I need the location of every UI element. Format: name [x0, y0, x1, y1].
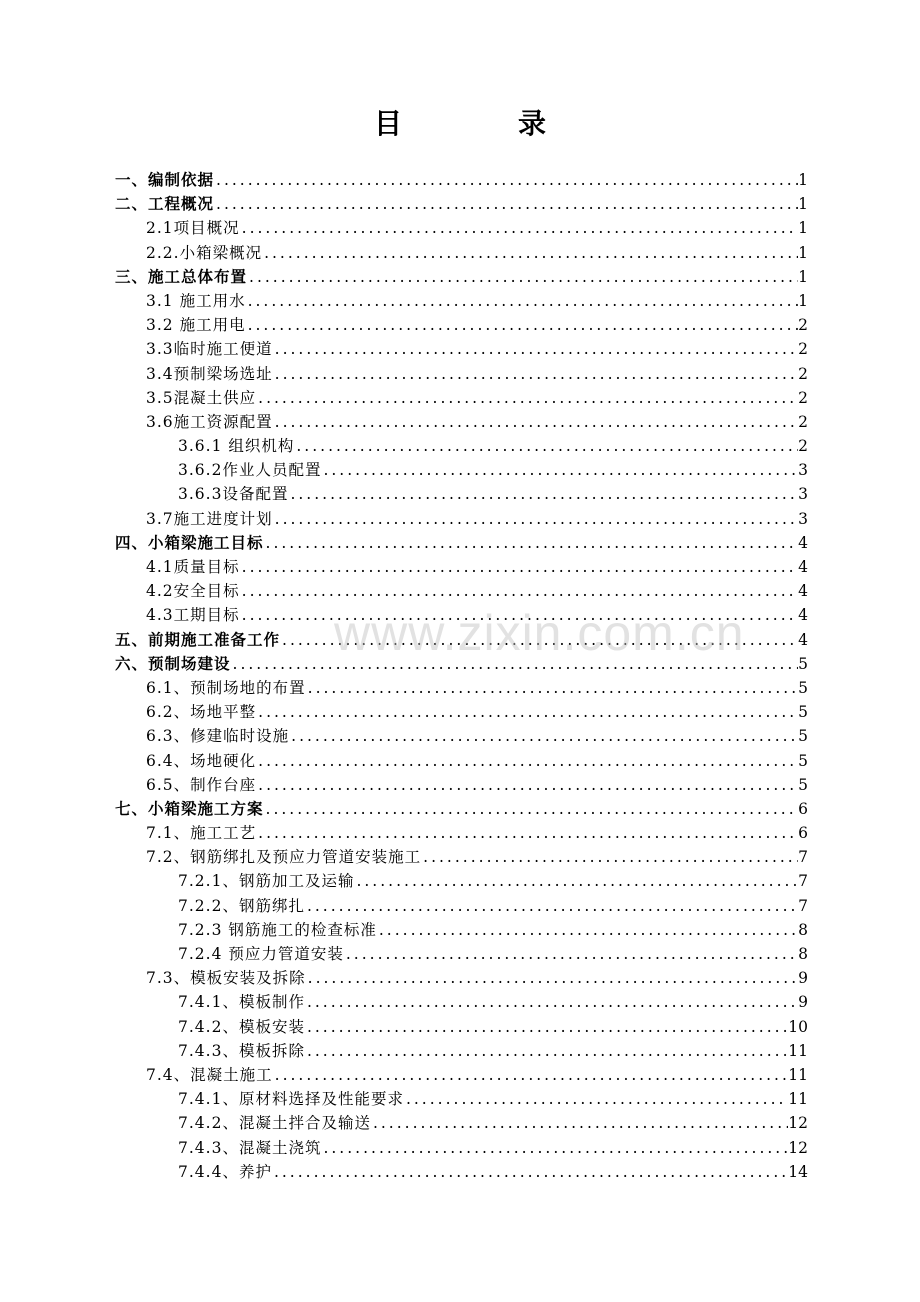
toc-leader-dots — [272, 1160, 788, 1184]
toc-leader-dots — [305, 1015, 788, 1039]
toc-leader-dots — [240, 579, 798, 603]
toc-leader-dots — [256, 700, 798, 724]
toc-entry-label: 7.2.2、钢筋绑扎 — [178, 896, 305, 915]
toc-entry-page: 1 — [798, 291, 808, 310]
toc-entry[interactable] — [115, 192, 808, 216]
toc-entry-label: 3.1 施工用水 — [146, 291, 246, 310]
toc-entry[interactable] — [115, 966, 808, 990]
toc-entry-label: 3.2 施工用电 — [146, 316, 246, 335]
toc-entry-page: 5 — [798, 775, 808, 794]
toc-entry[interactable] — [115, 1160, 808, 1184]
toc-leader-dots — [306, 676, 798, 700]
toc-entry[interactable] — [115, 918, 808, 942]
toc-entry-label: 四、小箱梁施工目标 — [115, 532, 264, 552]
toc-entry-label: 7.2.3 钢筋施工的检查标准 — [178, 920, 377, 939]
toc-entry-page: 5 — [798, 678, 808, 697]
toc-entry-page: 9 — [798, 993, 808, 1012]
toc-entry-label: 六、预制场建设 — [115, 653, 231, 673]
page-title: 目 录 — [373, 107, 590, 140]
toc-entry-label: 6.1、预制场地的布置 — [146, 678, 306, 697]
toc-leader-dots — [306, 966, 798, 990]
toc-entry-page: 8 — [798, 920, 808, 939]
toc-entry[interactable] — [115, 869, 808, 893]
toc-entry[interactable] — [115, 507, 808, 531]
toc-leader-dots — [256, 749, 798, 773]
toc-entry-label: 4.1质量目标 — [146, 558, 240, 576]
toc-entry-page: 1 — [798, 267, 808, 286]
toc-entry[interactable] — [115, 458, 808, 482]
toc-entry[interactable] — [115, 1039, 808, 1063]
toc-entry-label: 3.6施工资源配置 — [146, 412, 273, 431]
toc-leader-dots — [371, 1111, 788, 1135]
toc-entry-label: 3.3临时施工便道 — [146, 340, 273, 359]
toc-entry-page: 2 — [798, 316, 808, 335]
toc-entry-page: 11 — [788, 1065, 808, 1084]
toc-entry-page: 4 — [798, 630, 808, 649]
toc-entry[interactable] — [115, 1087, 808, 1111]
toc-leader-dots — [354, 869, 798, 893]
toc-entry[interactable] — [115, 1111, 808, 1135]
toc-entry[interactable] — [115, 700, 808, 724]
toc-leader-dots — [294, 434, 798, 458]
toc-entry-label: 3.6.3设备配置 — [178, 485, 289, 504]
toc-entry[interactable] — [115, 434, 808, 458]
toc-entry-page: 6 — [798, 824, 808, 843]
watermark: www.zixin.com.cn — [334, 605, 745, 661]
toc-entry-label: 6.5、制作台座 — [146, 775, 257, 794]
toc-entry-page: 2 — [798, 364, 808, 383]
toc-entry[interactable] — [115, 386, 808, 410]
toc-entry[interactable] — [115, 894, 808, 918]
toc-leader-dots — [231, 652, 799, 676]
toc-entry[interactable] — [115, 652, 808, 676]
toc-entry[interactable] — [115, 579, 808, 603]
toc-leader-dots — [289, 724, 798, 748]
toc-leader-dots — [273, 410, 798, 434]
toc-leader-dots — [247, 265, 798, 289]
toc-entry-page: 4 — [798, 533, 808, 552]
toc-leader-dots — [305, 1039, 788, 1063]
toc-entry[interactable] — [115, 773, 808, 797]
toc-entry-page: 10 — [788, 1017, 808, 1036]
toc-entry-label: 7.4.1、模板制作 — [178, 993, 305, 1012]
toc-leader-dots — [264, 797, 799, 821]
toc-entry-label: 6.2、场地平整 — [146, 703, 257, 722]
toc-entry-page: 2 — [798, 437, 808, 456]
toc-entry-page: 11 — [788, 1041, 808, 1060]
toc-entry-page: 2 — [798, 340, 808, 359]
toc-leader-dots — [273, 1063, 789, 1087]
toc-entry-page: 14 — [788, 1162, 808, 1181]
toc-entry[interactable] — [115, 990, 808, 1014]
toc-entry[interactable] — [115, 749, 808, 773]
toc-entry[interactable] — [115, 482, 808, 506]
toc-entry-label: 7.4.1、原材料选择及性能要求 — [178, 1090, 404, 1109]
toc-entry-label: 7.2、钢筋绑扎及预应力管道安装施工 — [146, 848, 422, 867]
toc-entry-page: 3 — [798, 509, 808, 528]
toc-leader-dots — [280, 628, 798, 652]
toc-entry[interactable] — [115, 289, 808, 313]
toc-leader-dots — [262, 241, 798, 265]
toc-entry-label: 7.2.4 预应力管道安装 — [178, 945, 344, 963]
toc-entry-label: 二、工程概况 — [115, 194, 215, 214]
toc-entry-label: 7.4.2、模板安装 — [178, 1017, 305, 1036]
toc-entry[interactable] — [115, 241, 808, 265]
toc-leader-dots — [256, 386, 798, 410]
toc-entry-page: 5 — [798, 751, 808, 770]
toc-leader-dots — [288, 482, 798, 506]
toc-entry-label: 7.3、模板安装及拆除 — [146, 969, 306, 988]
toc-leader-dots — [321, 1136, 788, 1160]
toc-entry-label: 3.7施工进度计划 — [146, 509, 273, 528]
toc-entry-label: 6.3、修建临时设施 — [146, 727, 290, 746]
toc-entry-page: 11 — [788, 1090, 808, 1109]
toc-entry-page: 6 — [798, 799, 808, 818]
toc-entry-page: 2 — [798, 412, 808, 431]
toc-entry-page: 2 — [798, 388, 808, 407]
toc-entry-page: 12 — [788, 1138, 808, 1157]
table-of-contents — [115, 168, 808, 1184]
toc-entry[interactable] — [115, 265, 808, 289]
toc-entry-page: 1 — [798, 195, 808, 214]
toc-entry-page: 4 — [798, 582, 808, 601]
toc-leader-dots — [256, 821, 798, 845]
toc-leader-dots — [246, 313, 799, 337]
toc-entry-page: 12 — [788, 1114, 808, 1133]
toc-leader-dots — [240, 216, 798, 240]
toc-entry-label: 七、小箱梁施工方案 — [115, 798, 264, 818]
toc-entry[interactable] — [115, 628, 808, 652]
toc-entry-label: 7.4.3、模板拆除 — [178, 1041, 305, 1060]
toc-leader-dots — [214, 168, 798, 192]
toc-leader-dots — [421, 845, 798, 869]
toc-entry[interactable] — [115, 845, 808, 869]
toc-entry-page: 1 — [798, 243, 808, 262]
toc-entry[interactable] — [115, 337, 808, 361]
toc-leader-dots — [240, 555, 798, 579]
toc-entry-label: 7.2.1、钢筋加工及运输 — [178, 872, 355, 891]
toc-entry[interactable] — [115, 168, 808, 192]
toc-entry-label: 3.5混凝土供应 — [146, 388, 257, 407]
toc-leader-dots — [264, 531, 799, 555]
toc-leader-dots — [321, 458, 798, 482]
toc-entry-label: 2.1项目概况 — [146, 219, 240, 238]
toc-entry-page: 9 — [798, 969, 808, 988]
toc-entry[interactable] — [115, 362, 808, 386]
toc-entry[interactable] — [115, 724, 808, 748]
toc-entry-label: 7.4.3、混凝土浇筑 — [178, 1138, 322, 1157]
toc-entry-label: 三、施工总体布置 — [115, 266, 248, 286]
toc-leader-dots — [240, 603, 798, 627]
toc-leader-dots — [273, 337, 798, 361]
toc-leader-dots — [256, 773, 798, 797]
toc-entry[interactable] — [115, 821, 808, 845]
toc-leader-dots — [273, 362, 798, 386]
toc-entry-label: 3.6.1 组织机构 — [178, 437, 295, 456]
toc-entry-page: 4 — [798, 606, 808, 625]
toc-entry-label: 6.4、场地硬化 — [146, 751, 257, 770]
toc-entry-label: 7.1、施工工艺 — [146, 824, 257, 843]
toc-entry[interactable] — [115, 1063, 808, 1087]
toc-leader-dots — [305, 894, 798, 918]
toc-entry-label: 7.4、混凝土施工 — [146, 1065, 273, 1084]
toc-entry[interactable] — [115, 313, 808, 337]
toc-entry[interactable] — [115, 1015, 808, 1039]
toc-entry-label: 一、编制依据 — [115, 170, 215, 189]
toc-entry-label: 4.2安全目标 — [146, 582, 240, 601]
toc-entry-page: 7 — [798, 896, 808, 915]
toc-entry-page: 1 — [798, 219, 808, 238]
toc-entry-page: 7 — [798, 872, 808, 891]
toc-entry[interactable] — [115, 410, 808, 434]
toc-entry-label: 3.6.2作业人员配置 — [178, 461, 322, 480]
toc-entry-page: 5 — [798, 727, 808, 746]
toc-entry-label: 7.4.4、养护 — [178, 1162, 272, 1181]
toc-entry-page: 3 — [798, 485, 808, 504]
toc-entry[interactable] — [115, 1136, 808, 1160]
toc-entry-label: 3.4预制梁场选址 — [146, 364, 273, 383]
toc-leader-dots — [344, 942, 798, 966]
toc-entry[interactable] — [115, 216, 808, 240]
toc-entry-label: 7.4.2、混凝土拌合及输送 — [178, 1114, 371, 1133]
toc-entry[interactable] — [115, 531, 808, 555]
toc-leader-dots — [246, 289, 799, 313]
toc-leader-dots — [214, 192, 798, 216]
toc-entry[interactable] — [115, 942, 808, 966]
toc-entry-page: 1 — [798, 171, 808, 189]
toc-entry[interactable] — [115, 676, 808, 700]
toc-entry-page: 4 — [798, 558, 808, 576]
toc-entry-page: 5 — [798, 654, 808, 673]
toc-entry-label: 4.3工期目标 — [146, 606, 240, 625]
toc-entry-page: 5 — [798, 703, 808, 722]
toc-leader-dots — [404, 1087, 788, 1111]
toc-entry[interactable] — [115, 555, 808, 579]
toc-entry[interactable] — [115, 603, 808, 627]
toc-entry-page: 3 — [798, 461, 808, 480]
toc-entry-page: 7 — [798, 848, 808, 867]
toc-entry-label: 2.2.小箱梁概况 — [146, 243, 263, 262]
toc-entry-page: 8 — [798, 945, 808, 963]
toc-leader-dots — [273, 507, 798, 531]
toc-leader-dots — [377, 918, 798, 942]
toc-entry[interactable] — [115, 797, 808, 821]
toc-leader-dots — [305, 990, 798, 1014]
toc-entry-label: 五、前期施工准备工作 — [115, 629, 281, 649]
